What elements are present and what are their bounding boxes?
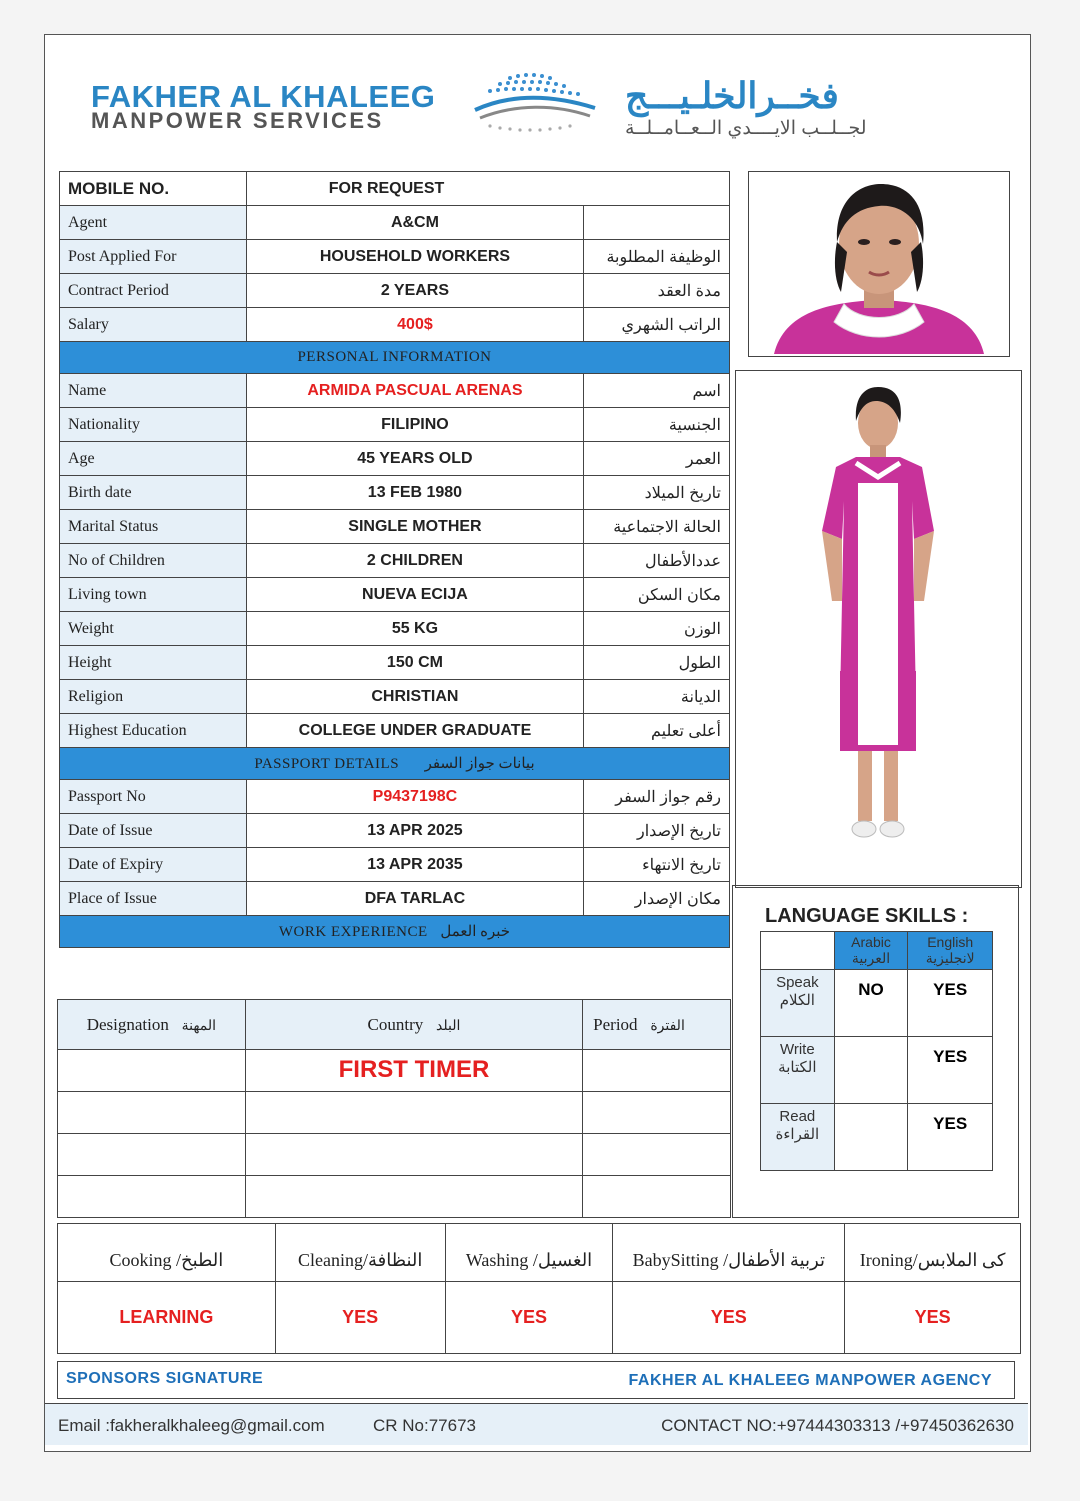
section-header [60, 342, 730, 374]
post-value: HOUSEHOLD WORKERS [246, 240, 583, 274]
country-header-en: Country [367, 1014, 424, 1034]
ironing-header: Ironing/كى الملابس [845, 1224, 1021, 1282]
birthdate-label-ar: تاريخ الميلاد [584, 476, 730, 510]
info-table [59, 171, 730, 948]
post-label-ar: الوظيفة المطلوبة [584, 240, 730, 274]
agency-signature-label: FAKHER AL KHALEEG MANPOWER AGENCY [628, 1372, 992, 1389]
work-row [58, 1134, 731, 1176]
period-header-ar: الفترة [650, 1018, 685, 1034]
work-row [58, 1092, 731, 1134]
period-header [583, 1000, 731, 1050]
speak-label [761, 970, 835, 1037]
religion-label-ar: الديانة [584, 680, 730, 714]
marital-label: Marital Status [60, 510, 247, 544]
language-header-row [761, 932, 993, 970]
work-header-row [58, 1000, 731, 1050]
babysitting-header: BabySitting /تربية الأطفال [613, 1224, 845, 1282]
salary-label-ar: الراتب الشهري [584, 308, 730, 342]
work-cell [245, 1134, 582, 1176]
washing-value: YES [445, 1282, 613, 1354]
table-row [60, 206, 730, 240]
height-label: Height [60, 646, 247, 680]
mobile-label: MOBILE NO. [60, 172, 247, 206]
mobile-row [60, 172, 730, 206]
country-header [245, 1000, 582, 1050]
headshot-image [749, 172, 1009, 356]
table-row [60, 680, 730, 714]
table-row [60, 714, 730, 748]
section-header [60, 748, 730, 780]
work-cell [58, 1176, 246, 1218]
speak-label-en: Speak [776, 974, 819, 991]
work-cell [58, 1050, 246, 1092]
work-row [58, 1050, 731, 1092]
write-label [761, 1037, 835, 1104]
read-label-ar: القراءة [775, 1126, 820, 1143]
table-row [60, 544, 730, 578]
designation-header-ar: المهنة [181, 1018, 217, 1034]
full-body-photo [735, 370, 1022, 888]
footer-contact-numbers: CONTACT NO:+97444303313 /+97450362630 [661, 1416, 1014, 1435]
table-row [60, 612, 730, 646]
passport-title-en: PASSPORT DETAILS [254, 756, 400, 772]
marital-value: SINGLE MOTHER [246, 510, 583, 544]
name-label: Name [60, 374, 247, 408]
religion-value: CHRISTIAN [246, 680, 583, 714]
issue-date-label: Date of Issue [60, 814, 247, 848]
skills-header-row [58, 1224, 1021, 1282]
height-value: 150 CM [246, 646, 583, 680]
washing-header: Washing /الغسيل [445, 1224, 613, 1282]
designation-header-en: Designation [86, 1014, 169, 1034]
write-label-en: Write [779, 1041, 815, 1058]
read-arabic [834, 1104, 908, 1171]
footer-cr-number: CR No:77673 [373, 1416, 477, 1435]
town-label: Living town [60, 578, 247, 612]
write-arabic [834, 1037, 908, 1104]
signature-row [57, 1361, 1015, 1399]
weight-label: Weight [60, 612, 247, 646]
arabic-header-ar: العربية [851, 950, 891, 966]
speak-english: YES [908, 970, 993, 1037]
household-skills-table [57, 1223, 1021, 1354]
agent-label: Agent [60, 206, 247, 240]
nationality-label: Nationality [60, 408, 247, 442]
passport-details-title [60, 748, 730, 780]
table-row [60, 240, 730, 274]
salary-label: Salary [60, 308, 247, 342]
expiry-date-value: 13 APR 2035 [246, 848, 583, 882]
children-label-ar: عددالأطفال [584, 544, 730, 578]
babysitting-value: YES [613, 1282, 845, 1354]
issue-place-value: DFA TARLAC [246, 882, 583, 916]
issue-place-label: Place of Issue [60, 882, 247, 916]
education-value: COLLEGE UNDER GRADUATE [246, 714, 583, 748]
passport-title-ar: بيانات جواز السفر [424, 756, 535, 772]
speak-arabic: NO [834, 970, 908, 1037]
company-subtitle-ar: لجــلــب الايــــدي الــعــامــلــة [625, 118, 867, 139]
contract-label: Contract Period [60, 274, 247, 308]
sponsor-signature-label: SPONSORS SIGNATURE [66, 1370, 264, 1387]
speak-label-ar: الكلام [779, 992, 815, 1009]
contract-value: 2 YEARS [246, 274, 583, 308]
expiry-date-label: Date of Expiry [60, 848, 247, 882]
religion-label: Religion [60, 680, 247, 714]
town-label-ar: مكان السكن [584, 578, 730, 612]
skills-value-row [58, 1282, 1021, 1354]
issue-date-value: 13 APR 2025 [246, 814, 583, 848]
table-row [60, 780, 730, 814]
read-label-en: Read [779, 1108, 816, 1125]
cleaning-header: Cleaning/النظافة [275, 1224, 445, 1282]
town-value: NUEVA ECIJA [246, 578, 583, 612]
work-title-ar: خبره العمل [440, 924, 511, 940]
name-label-ar: اسم [584, 374, 730, 408]
age-label-ar: العمر [584, 442, 730, 476]
marital-label-ar: الحالة الاجتماعية [584, 510, 730, 544]
weight-value: 55 KG [246, 612, 583, 646]
full-body-image [736, 371, 1021, 887]
table-row [60, 510, 730, 544]
issue-date-label-ar: تاريخ الإصدار [584, 814, 730, 848]
english-header [908, 932, 993, 970]
work-cell [245, 1092, 582, 1134]
cooking-value: LEARNING [58, 1282, 276, 1354]
work-cell [583, 1134, 731, 1176]
table-row [60, 476, 730, 510]
work-cell [583, 1092, 731, 1134]
work-title-en: WORK EXPERIENCE [278, 924, 428, 940]
issue-place-label-ar: مكان الإصدار [584, 882, 730, 916]
table-row [60, 578, 730, 612]
work-cell [58, 1134, 246, 1176]
language-row [761, 1037, 993, 1104]
language-skills-title: LANGUAGE SKILLS : [765, 905, 969, 927]
english-header-ar: لانجليزية [925, 950, 975, 966]
name-value: ARMIDA PASCUAL ARENAS [246, 374, 583, 408]
footer-email: Email :fakheralkhaleeg@gmail.com [58, 1416, 325, 1435]
first-timer-note: FIRST TIMER [245, 1050, 582, 1092]
weight-label-ar: الوزن [584, 612, 730, 646]
company-name-en: FAKHER AL KHALEEG [91, 79, 436, 114]
post-label: Post Applied For [60, 240, 247, 274]
passport-no-label: Passport No [60, 780, 247, 814]
read-label [761, 1104, 835, 1171]
table-row [60, 646, 730, 680]
mobile-value: FOR REQUEST [246, 172, 729, 206]
country-header-ar: البلد [436, 1018, 461, 1034]
work-cell [58, 1092, 246, 1134]
write-label-ar: الكتابة [778, 1059, 817, 1076]
designation-header [58, 1000, 246, 1050]
nationality-label-ar: الجنسية [584, 408, 730, 442]
ironing-value: YES [845, 1282, 1021, 1354]
work-row [58, 1176, 731, 1218]
table-row [60, 814, 730, 848]
arabic-header [834, 932, 908, 970]
headshot-photo [748, 171, 1010, 357]
write-english: YES [908, 1037, 993, 1104]
table-row [60, 308, 730, 342]
cv-sheet [44, 34, 1031, 1452]
language-row [761, 970, 993, 1037]
company-logo-icon [470, 68, 600, 138]
arabic-header-en: Arabic [851, 934, 891, 950]
work-experience-table [57, 999, 731, 1218]
table-row [60, 882, 730, 916]
table-row [60, 374, 730, 408]
salary-value: 400$ [246, 308, 583, 342]
age-label: Age [60, 442, 247, 476]
expiry-date-label-ar: تاريخ الانتهاء [584, 848, 730, 882]
age-value: 45 YEARS OLD [246, 442, 583, 476]
work-cell [583, 1050, 731, 1092]
agent-value: A&CM [246, 206, 583, 240]
birthdate-value: 13 FEB 1980 [246, 476, 583, 510]
education-label-ar: أعلى تعليم [584, 714, 730, 748]
cooking-header: Cooking /الطبخ [58, 1224, 276, 1282]
period-header-en: Period [593, 1014, 638, 1034]
language-table [760, 931, 993, 1171]
work-experience-title [60, 916, 730, 948]
cleaning-value: YES [275, 1282, 445, 1354]
company-subtitle-en: MANPOWER SERVICES [91, 108, 384, 133]
passport-no-value: P9437198C [246, 780, 583, 814]
table-row [60, 848, 730, 882]
work-cell [245, 1176, 582, 1218]
company-name-ar: فخــرالخلـيـــج [625, 75, 839, 116]
birthdate-label: Birth date [60, 476, 247, 510]
english-header-en: English [927, 934, 974, 950]
personal-info-title: PERSONAL INFORMATION [60, 342, 730, 374]
read-english: YES [908, 1104, 993, 1171]
height-label-ar: الطول [584, 646, 730, 680]
table-row [60, 274, 730, 308]
education-label: Highest Education [60, 714, 247, 748]
children-value: 2 CHILDREN [246, 544, 583, 578]
nationality-value: FILIPINO [246, 408, 583, 442]
contract-label-ar: مدة العقد [584, 274, 730, 308]
agent-label-ar [584, 206, 730, 240]
footer-contact-bar [45, 1403, 1028, 1445]
passport-no-label-ar: رقم جواز السفر [584, 780, 730, 814]
language-corner-cell [761, 932, 835, 970]
table-row [60, 408, 730, 442]
language-row [761, 1104, 993, 1171]
children-label: No of Children [60, 544, 247, 578]
table-row [60, 442, 730, 476]
section-header [60, 916, 730, 948]
work-cell [583, 1176, 731, 1218]
